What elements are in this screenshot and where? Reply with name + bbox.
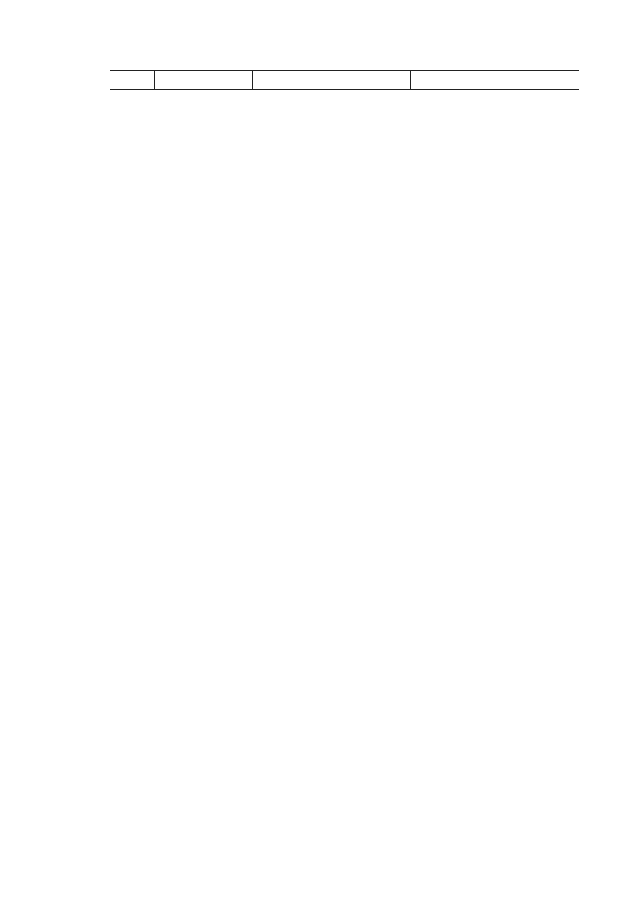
header-col-1 [110, 71, 154, 89]
table-header [110, 70, 579, 90]
header-col-2 [155, 71, 252, 89]
header-col-3 [253, 71, 410, 89]
header-col-4 [411, 71, 579, 89]
